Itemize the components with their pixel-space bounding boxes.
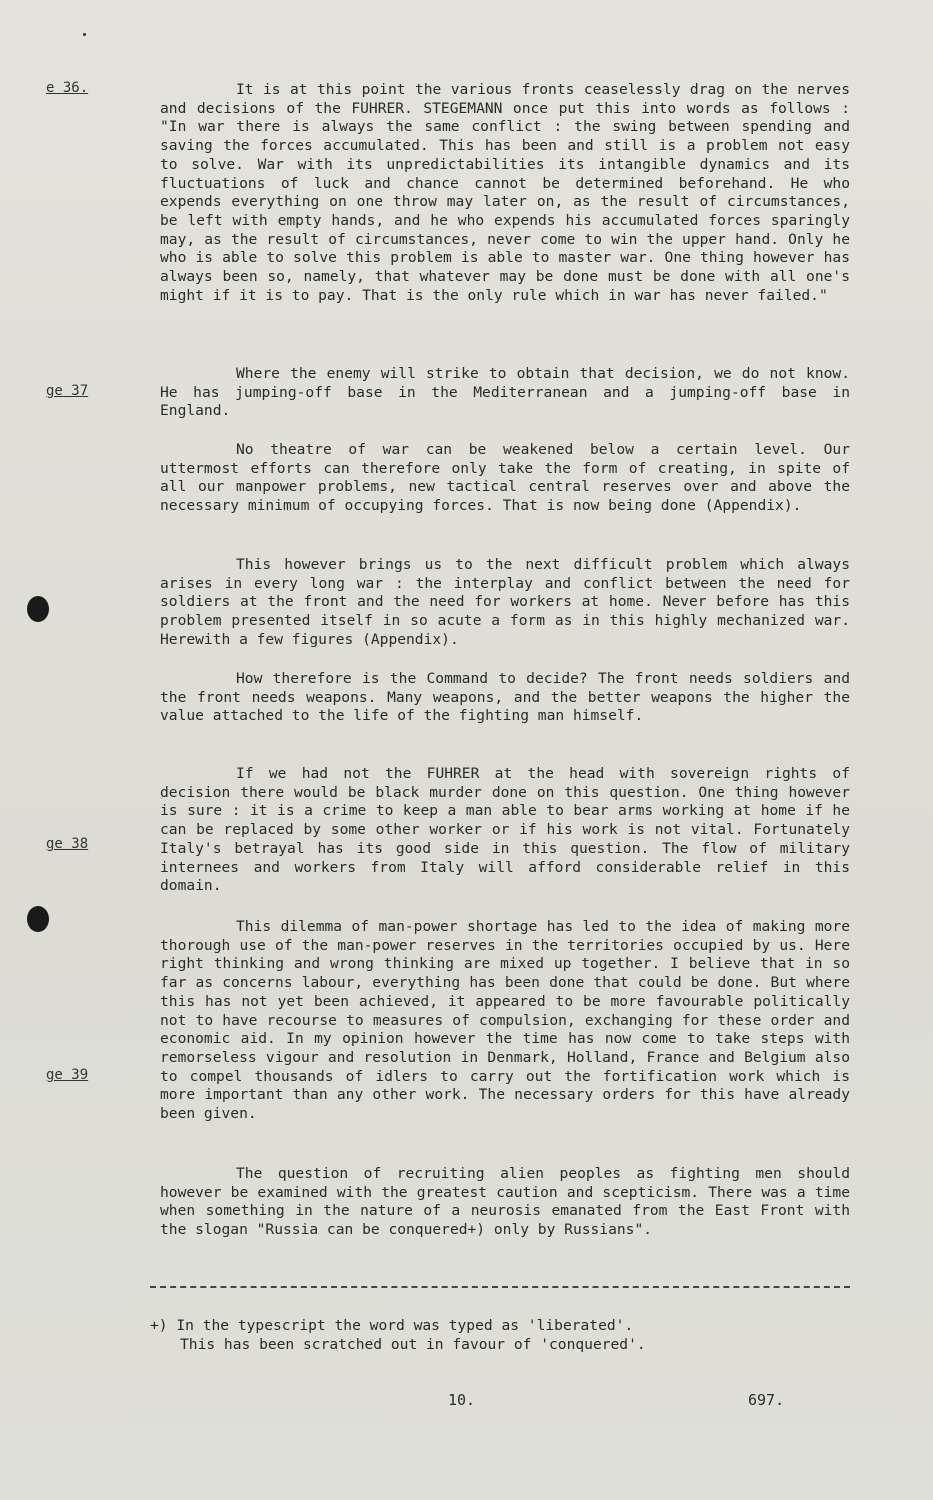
- punch-hole-upper: [27, 596, 49, 622]
- footnote: [150, 1316, 850, 1354]
- paragraph-6: [160, 765, 850, 896]
- footnote-line-2: This has been scratched out in favour of 'conquered'.: [180, 1336, 646, 1353]
- archive-page-stamp: 697.: [748, 1391, 785, 1409]
- paragraph-4-text: This however brings us to the next difficult problem which always arises in every long war : the interplay and conflict between the need for soldiers at the front and the need for workers at home. Never before has this problem presented itself in so acute a form as in this highly mechanized war. Herewith a few figures (Appendix).: [160, 556, 850, 648]
- paragraph-7-text: This dilemma of man-power shortage has led to the idea of making more thorough use of the man-power reserves in the territories occupied by us. Here right thinking and wrong thinking are mixed up together. I believe that in so far as concerns labour, everything has been done that could be done. But where this has not yet been achieved, it appeared to be more favourable politically not to have recourse to measures of compulsion, exchanging for these order and economic aid. In my opinion however the time has now come to take steps with remorseless vigour and resolution in Denmark, Holland, France and Belgium also to compel thousands of idlers to carry out the fortification work which is more important than any other work. The necessary orders for this have already been given.: [160, 918, 850, 1123]
- paragraph-2-text: Where the enemy will strike to obtain that decision, we do not know. He has jumping-off base in the Mediterranean and a jumping-off base in England.: [160, 365, 850, 420]
- footnote-line-1: +) In the typescript the word was typed as 'liberated'.: [150, 1317, 634, 1334]
- paragraph-5: [160, 670, 850, 726]
- paragraph-2: [160, 365, 850, 421]
- paragraph-1: [160, 81, 850, 305]
- page-number: 10.: [448, 1391, 476, 1409]
- margin-ref-36: e 36.: [46, 80, 89, 96]
- paragraph-1-text: It is at this point the various fronts ceaselessly drag on the nerves and decisions of the FUHRER. STEGEMANN once put this into words as follows : "In war there is always the same conflict : the swing between spending and saving the forces accumulated. This has been and still is a problem not easy to solve. War with its unpredictabilities its intangible dynamics and its fluctuations of luck and chance cannot be determined beforehand. He who expends everything on one throw may later on, as the result of circumstances, be left with empty hands, and he who expends his accumulated forces sparingly may, as the result of circumstances, never come to win the upper hand. Only he who is able to solve this problem is able to master war. One thing however has always been so, namely, that whatever may be done must be done with all one's might if it is to pay. That is the only rule which in war has never failed.": [160, 81, 850, 304]
- paragraph-3-text: No theatre of war can be weakened below a certain level. Our uttermost efforts can therefore only take the form of creating, in spite of all our manpower problems, new tactical central reserves over and above the necessary minimum of occupying forces. That is now being done (Appendix).: [160, 441, 850, 515]
- footnote-divider: [150, 1286, 850, 1288]
- punch-hole-lower: [27, 906, 49, 932]
- paragraph-3: [160, 441, 850, 516]
- paragraph-5-text: How therefore is the Command to decide? The front needs soldiers and the front needs weapons. Many weapons, and the better weapons the higher the value attached to the life of the fighting man himself.: [160, 670, 850, 725]
- ink-speck: [83, 33, 86, 36]
- margin-ref-37: ge 37: [46, 383, 89, 399]
- margin-ref-39: ge 39: [46, 1067, 89, 1083]
- paragraph-8-text: The question of recruiting alien peoples as fighting men should however be examined with the greatest caution and scepticism. There was a time when something in the nature of a neurosis emanated from the East Front with the slogan "Russia can be conquered+) only by Russians".: [160, 1165, 850, 1239]
- paragraph-6-text: If we had not the FUHRER at the head with sovereign rights of decision there would be black murder done on this question. One thing however is sure : it is a crime to keep a man able to bear arms working at home if he can be replaced by some other worker or if his work is not vital. Fortunately Italy's betrayal has its good side in this question. The flow of military internees and workers from Italy will afford considerable relief in this domain.: [160, 765, 850, 895]
- margin-ref-38: ge 38: [46, 836, 89, 852]
- paragraph-4: [160, 556, 850, 650]
- paragraph-7: [160, 918, 850, 1124]
- paragraph-8: [160, 1165, 850, 1240]
